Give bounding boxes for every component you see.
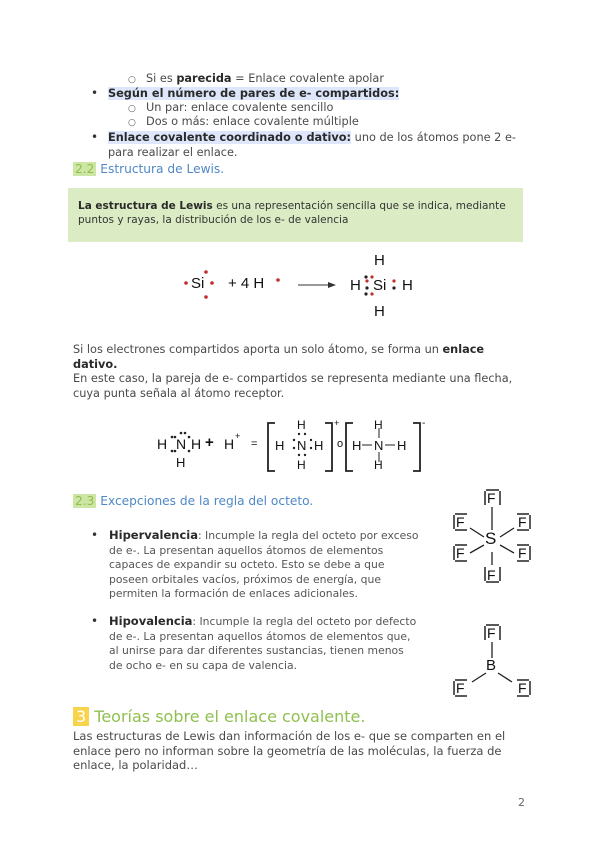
- sf6-f-top: F: [487, 490, 496, 506]
- bullet: •: [91, 528, 99, 542]
- page-number: 2: [518, 796, 525, 809]
- sf6-f-upper-left: F: [456, 514, 465, 530]
- bf3-f-right: F: [518, 680, 527, 696]
- h-plus-charge: +: [235, 431, 241, 441]
- sf6-f-bottom: F: [487, 567, 496, 583]
- plus-sign: +: [205, 434, 214, 451]
- nh3-h-right: H: [191, 436, 202, 452]
- sf6-s: S: [485, 529, 497, 548]
- sf6-structure: [450, 485, 540, 585]
- final-paragraph: Las estructuras de Lewis dan información de los e- que se comparten en el enlace pero no informan sobre la geometría de las moléculas, la fuerza de enlace, la polaridad…: [73, 729, 506, 772]
- alt-h-right: H: [397, 438, 407, 453]
- bf3-structure: [450, 620, 540, 700]
- sf6-f-upper-right: F: [518, 514, 527, 530]
- h-plus: H: [224, 436, 235, 452]
- list-item-pares: Según el número de pares de e- compartidos:: [108, 87, 400, 100]
- ammonium-diagram: [155, 418, 425, 476]
- sub-bullet: ○: [128, 118, 136, 128]
- list-item-parecida: Si es parecida = Enlace covalente apolar: [146, 72, 384, 85]
- bullet: •: [91, 86, 99, 100]
- section-heading-2-2: 2.2 Estructura de Lewis.: [75, 162, 225, 176]
- nh4-n: N: [297, 438, 307, 453]
- nh3-n: N: [176, 436, 187, 452]
- sf6-f-lower-left: F: [456, 545, 465, 561]
- sub-bullet: ○: [128, 104, 136, 114]
- equals-sign: =: [251, 438, 258, 450]
- bf3-f-left: F: [456, 680, 465, 696]
- si-atom: Si: [191, 275, 205, 292]
- bullet: •: [91, 614, 99, 628]
- alt-charge: -: [422, 418, 426, 429]
- or-sign: o: [337, 438, 344, 450]
- section-heading-2-3: 2.3 Excepciones de la regla del octeto.: [75, 494, 314, 508]
- h-top: H: [374, 252, 385, 269]
- si-center: Si: [373, 277, 387, 294]
- alt-n: N: [374, 438, 384, 453]
- sub-bullet: ○: [128, 75, 136, 85]
- list-item-dos-mas: Dos o más: enlace covalente múltiple: [146, 115, 359, 128]
- nh4-h-bottom: H: [297, 458, 306, 472]
- list-item-dativo-cont: para realizar el enlace.: [108, 146, 238, 159]
- hipovalencia-text: Hipovalencia: Incumple la regla del octeto por defecto de e-. La presentan aquellos átomos de elementos que, al unirse para dar diferentes sustancias, tienen menos de ocho e- en su capa de valencia.: [109, 614, 417, 672]
- h-right: H: [402, 277, 413, 294]
- hipervalencia-text: Hipervalencia: Incumple la regla del octeto por exceso de e-. La presentan aquellos átomos de elementos capaces de expandir su octeto. Esto se debe a que poseen orbitales vacíos, próximos de energía, que permiten la formación de enlaces adicionales.: [109, 528, 419, 600]
- nh4-h-right: H: [314, 438, 324, 453]
- h-bottom: H: [374, 303, 385, 320]
- lewis-sih4-diagram: [180, 250, 420, 325]
- alt-h-top: H: [374, 418, 383, 432]
- bf3-b: B: [486, 657, 497, 674]
- definition-text: La estructura de Lewis es una representación sencilla que se indica, mediante puntos y rayas, la distribución de los e- de valencia: [78, 200, 506, 226]
- list-item-dativo: Enlace covalente coordinado o dativo: uno de los átomos pone 2 e-: [108, 131, 516, 144]
- bullet: •: [91, 130, 99, 144]
- sf6-f-lower-right: F: [518, 545, 527, 561]
- h-left: H: [350, 277, 361, 294]
- nh4-charge: +: [334, 418, 340, 428]
- dative-paragraph: Si los electrones compartidos aporta un solo átomo, se forma un enlace dativo. En este caso, la pareja de e- compartidos se representa mediante una flecha, cuya punta señala al átomo receptor.: [73, 343, 513, 400]
- nh3-h-left: H: [157, 436, 168, 452]
- list-item-un-par: Un par: enlace covalente sencillo: [146, 101, 334, 114]
- nh3-h-bottom: H: [176, 455, 186, 470]
- bf3-f-top: F: [487, 625, 496, 641]
- plus-4h: + 4 H: [228, 275, 265, 292]
- nh4-h-top: H: [297, 418, 306, 432]
- nh4-h-left: H: [275, 438, 285, 453]
- alt-h-left: H: [352, 438, 362, 453]
- section-heading-3: 3 Teorías sobre el enlace covalente.: [73, 707, 365, 726]
- alt-h-bottom: H: [374, 458, 383, 472]
